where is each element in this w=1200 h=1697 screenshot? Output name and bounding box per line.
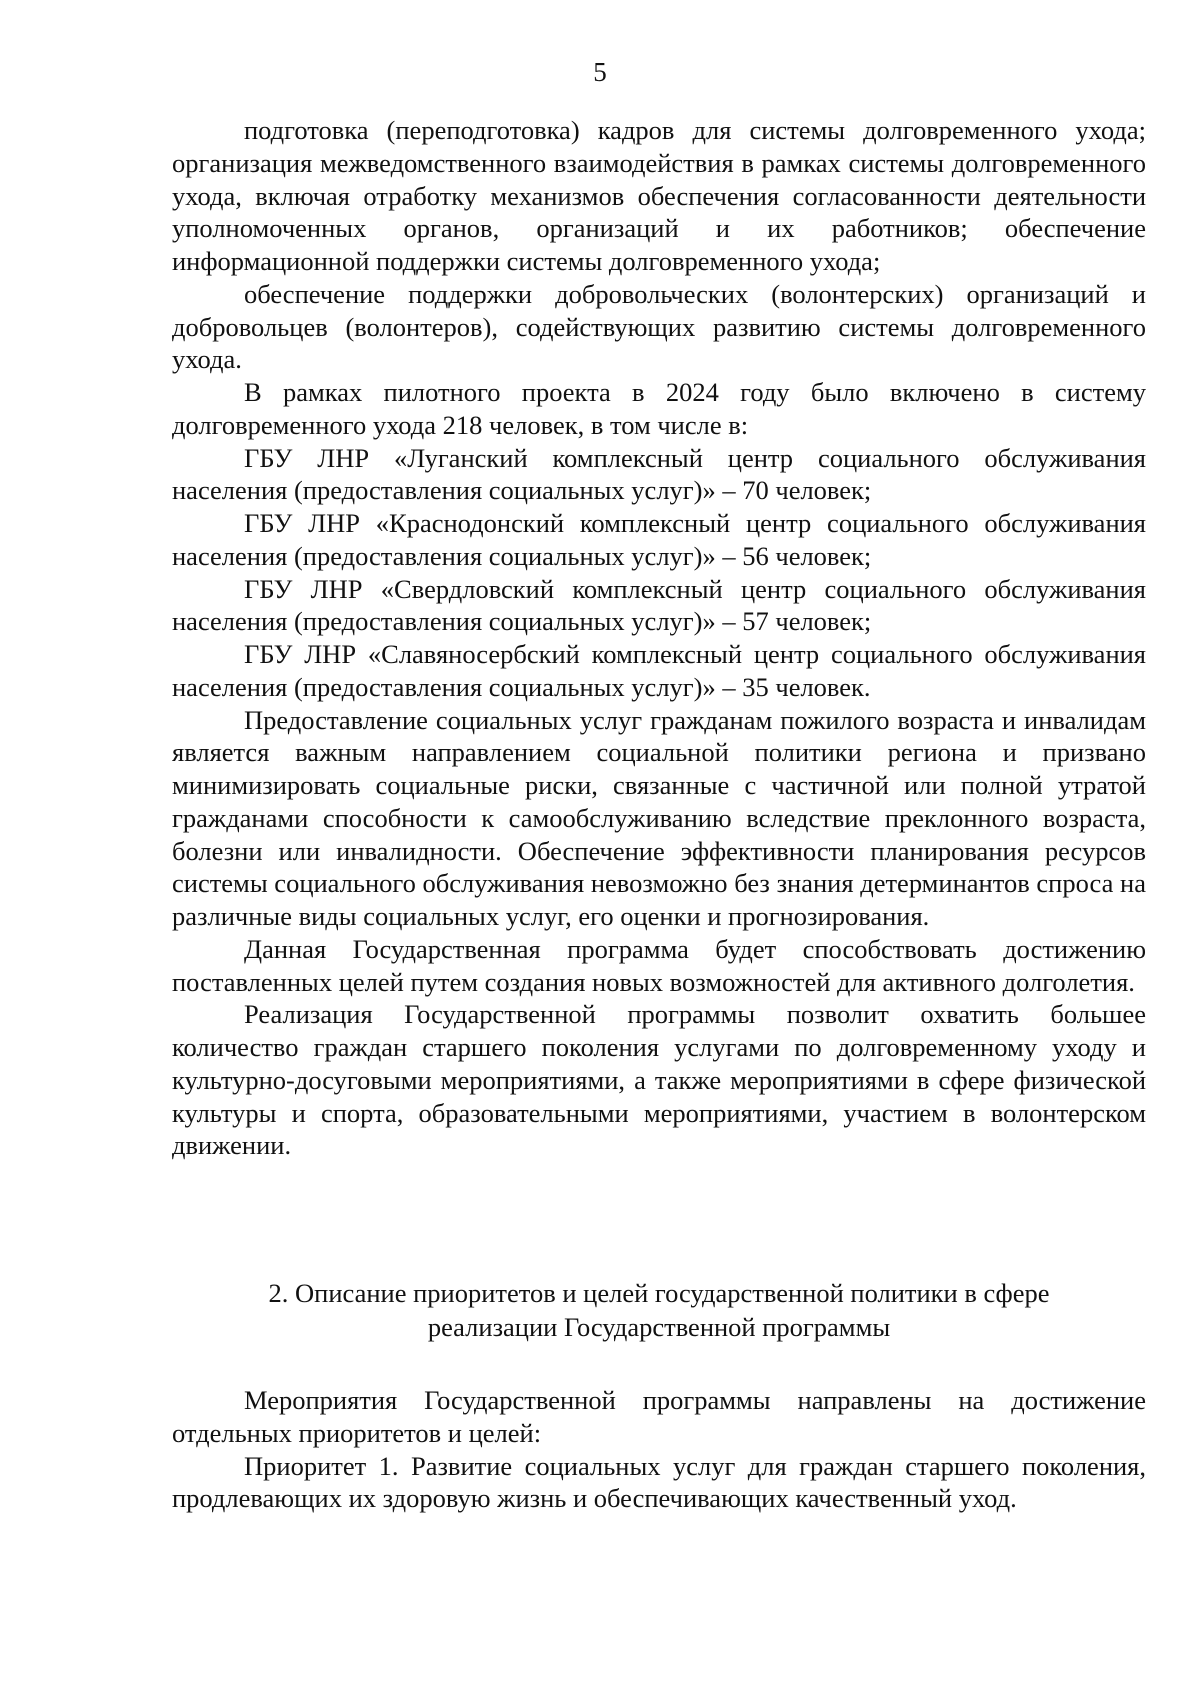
paragraph-sverdlovsk-center: ГБУ ЛНР «Свердловский комплексный центр социального обслуживания населения (предоставления социальных услуг)» – 57 человек;: [172, 573, 1146, 637]
paragraph-program-implementation: Реализация Государственной программы позволит охватить большее количество граждан старшего поколения услугами по долговременному уходу и культурно-досуговыми мероприятиями, а также мероприятиями в сфере физической культуры и спорта, образовательными мероприятиями, участием в волонтерском движении.: [172, 999, 1146, 1161]
page-number: 5: [593, 57, 607, 87]
paragraph-program-goals: Данная Государственная программа будет способствовать достижению поставленных целей путем создания новых возможностей для активного долголетия.: [172, 933, 1146, 997]
paragraph-pilot-project: В рамках пилотного проекта в 2024 году было включено в систему долговременного ухода 218 человек, в том числе в:: [172, 377, 1146, 440]
paragraph-lugansk-center: ГБУ ЛНР «Луганский комплексный центр социального обслуживания населения (предоставления социальных услуг)» – 70 человек;: [172, 442, 1146, 506]
paragraph-priority-1: Приоритет 1. Развитие социальных услуг для граждан старшего поколения, продлевающих их здоровую жизнь и обеспечивающих качественный уход.: [172, 1450, 1146, 1514]
paragraph-slavyanoserbsk-center: ГБУ ЛНР «Славяносербский комплексный центр социального обслуживания населения (предоставления социальных услуг)» – 35 человек.: [172, 639, 1146, 702]
paragraph-social-services: Предоставление социальных услуг гражданам пожилого возраста и инвалидам является важным направлением социальной политики региона и призвано минимизировать социальные риски, связанные с частичной или полной утратой гражданами способности к самообслуживанию вследствие преклонного возраста, болезни или инвалидности. Обеспечение эффективности планирования ресурсов системы социального обслуживания невозможно без знания детерминантов спроса на различные виды социальных услуг, его оценки и прогнозирования.: [172, 704, 1146, 931]
paragraph-staff-training: подготовка (переподготовка) кадров для системы долговременного ухода; организация межведомственного взаимодействия в рамках системы долговременного ухода, включая отработку механизмов обеспечения согласованности деятельности уполномоченных органов, организаций и их работников; обеспечение информационной поддержки системы долговременного ухода;: [172, 115, 1146, 276]
body-text-top: [172, 114, 1146, 1162]
body-text-bottom: [172, 1384, 1146, 1515]
paragraph-krasnodon-center: ГБУ ЛНР «Краснодонский комплексный центр социального обслуживания населения (предоставления социальных услуг)» – 56 человек;: [172, 508, 1146, 571]
paragraph-program-measures: Мероприятия Государственной программы направлены на достижение отдельных приоритетов и целей:: [172, 1385, 1146, 1448]
section-heading-line-2: реализации Государственной программы: [427, 1312, 891, 1342]
section-heading-line-1: 2. Описание приоритетов и целей государственной политики в сфере: [268, 1278, 1050, 1308]
paragraph-volunteer-support: обеспечение поддержки добровольческих (волонтерских) организаций и добровольцев (волонтеров), содействующих развитию системы долговременного ухода.: [172, 278, 1146, 375]
section-heading: [172, 1276, 1146, 1344]
